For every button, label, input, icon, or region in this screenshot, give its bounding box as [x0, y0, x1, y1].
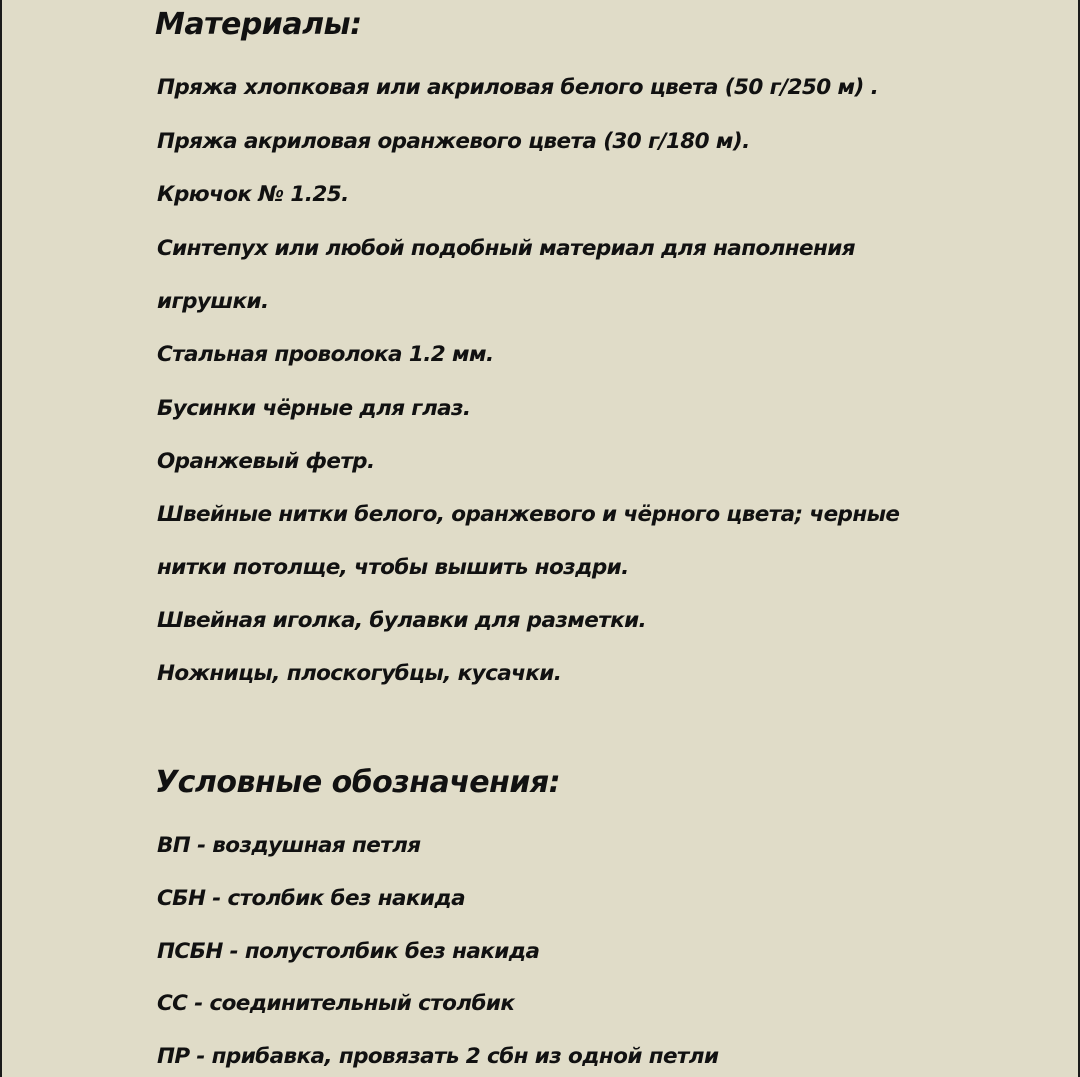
legend-line: ПСБН - полустолбик без накида — [157, 939, 540, 964]
legend-heading: Условные обозначения: — [155, 765, 561, 800]
legend-line: ПР - прибавка, провязать 2 сбн из одной петли — [157, 1044, 719, 1069]
materials-line: игрушки. — [157, 289, 269, 314]
materials-line: Швейные нитки белого, оранжевого и чёрного цвета; черные — [157, 502, 900, 527]
materials-line: Пряжа хлопковая или акриловая белого цвета (50 г/250 м) . — [157, 75, 879, 100]
materials-line: Стальная проволока 1.2 мм. — [157, 342, 494, 367]
materials-line: нитки потолще, чтобы вышить ноздри. — [157, 555, 629, 580]
materials-line: Крючок № 1.25. — [157, 182, 349, 207]
materials-line: Синтепух или любой подобный материал для наполнения — [157, 236, 855, 261]
materials-line: Ножницы, плоскогубцы, кусачки. — [157, 661, 562, 686]
legend-line: ВП - воздушная петля — [157, 833, 421, 858]
document-page — [2, 0, 1078, 1077]
materials-line: Бусинки чёрные для глаз. — [157, 396, 471, 421]
legend-line: СБН - столбик без накида — [157, 886, 465, 911]
materials-heading: Материалы: — [155, 7, 362, 42]
materials-line: Пряжа акриловая оранжевого цвета (30 г/180 м). — [157, 129, 750, 154]
materials-line: Оранжевый фетр. — [157, 449, 375, 474]
materials-line: Швейная иголка, булавки для разметки. — [157, 608, 647, 633]
legend-line: СС - соединительный столбик — [157, 991, 515, 1016]
